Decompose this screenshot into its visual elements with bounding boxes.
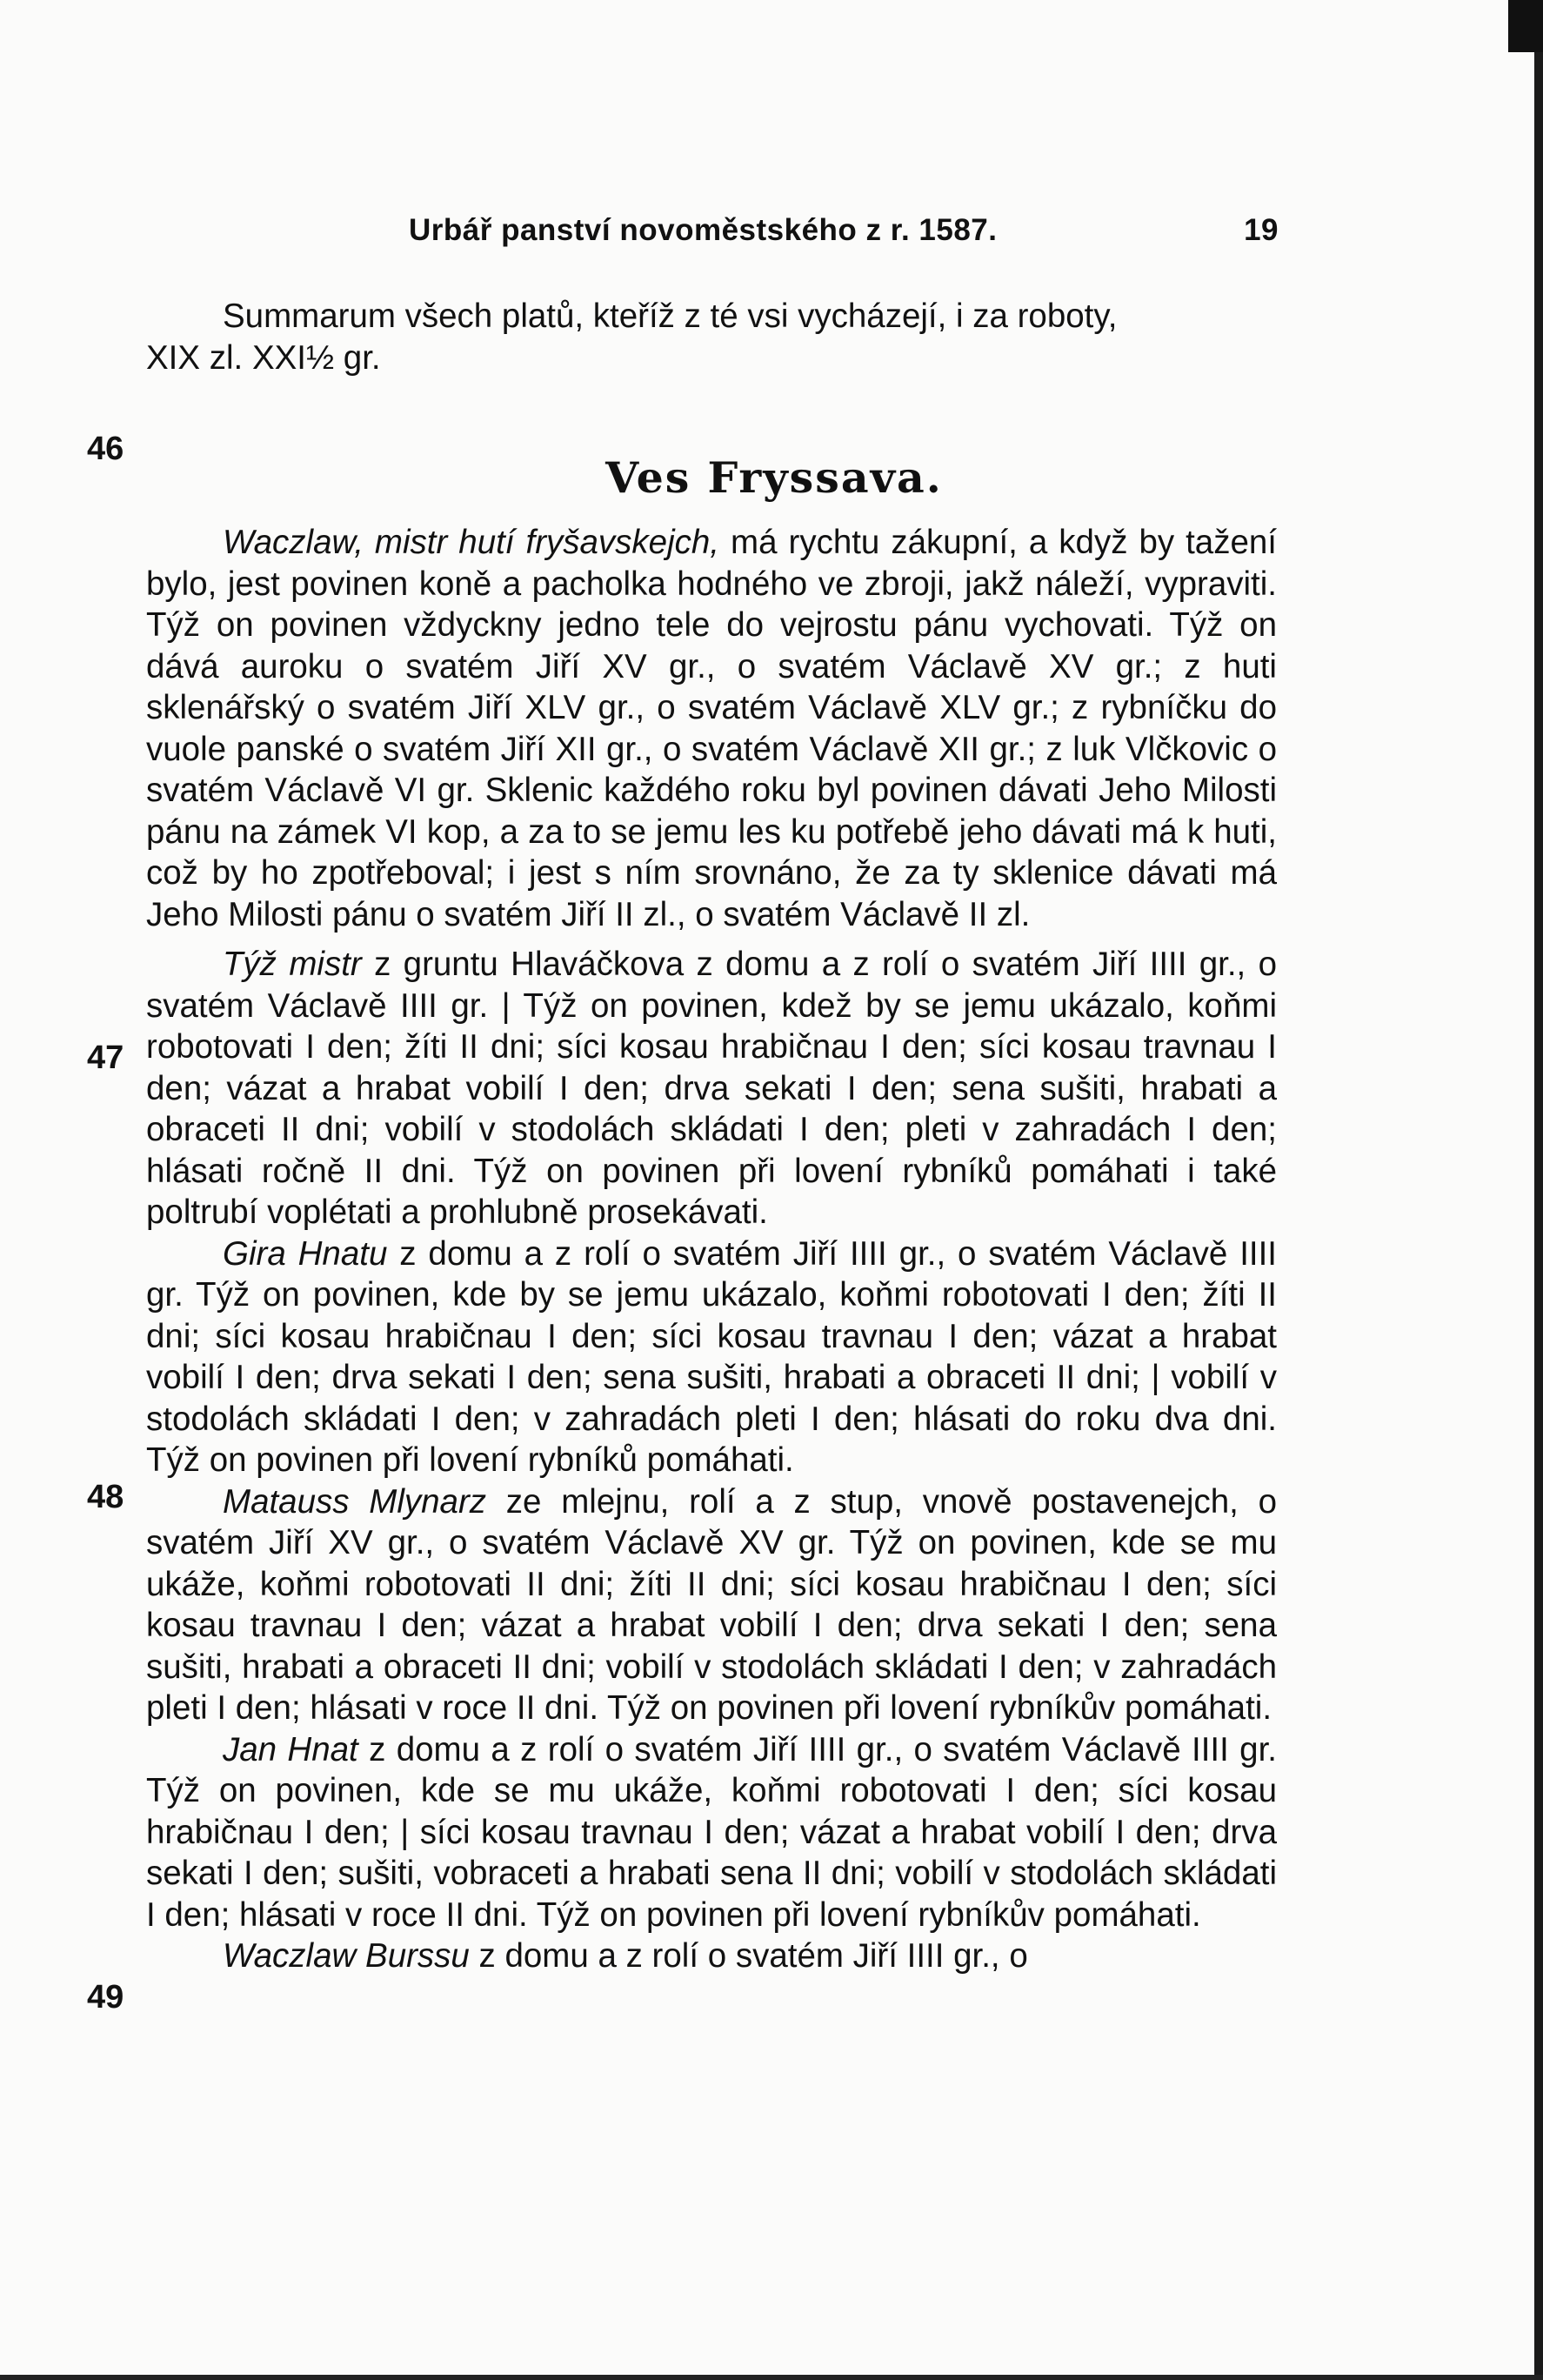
paragraph [146,944,1277,1233]
margin-number: 48 [87,1479,124,1515]
summary-line-2: XIX zl. XXI½ gr. [146,338,381,377]
paragraph [146,522,1277,935]
running-header [409,213,1279,257]
section-title: Ves Fryssava. [605,452,943,503]
margin-number: 47 [87,1040,124,1076]
summary-line-1: Summarum všech platů, kteříž z té vsi vycházejí, i za roboty, [223,298,1118,335]
paragraph [146,1233,1277,1481]
paragraph [146,1935,1277,1977]
person-name: Týž mistr [223,946,362,983]
paragraph-text: ze mlejnu, rolí a z stup, vnově postavenejch, o svatém Jiří XV gr., o svatém Václavě XV gr. Týž on povinen, kde se mu ukáže, koňmi robotovati II dni; žíti II dni; síci kosau hrabičnau I den; síci kosau travnau I den; vázat a hrabat vobilí I den; drva sekati I den; sena sušiti, hrabati a obraceti II dni; vobilí v stodolách skládati I den; v zahradách pleti I den; hlásati v roce II dni. Týž on povinen při lovení rybníkův pomáhati. [146,1482,1278,1727]
paragraph [146,1729,1277,1936]
header-title: Urbář panství novoměstského z r. 1587. [409,213,998,247]
summary-block [146,296,1277,378]
body-text [146,522,1277,1977]
paragraph-text: z domu a z rolí o svatém Jiří IIII gr., o svatém Václavě IIII gr. Týž on povinen, kde by se jemu ukázalo, koňmi robotovati I den; žíti II dni; síci kosau hrabičnau I den; síci kosau travnau I den; vázat a hrabat vobilí I den; drva sekati I den; sena sušiti, hrabati a obraceti II dni; | vobilí v stodolách skládati I den; v zahradách pleti I den; hlásati do roku dva dni. Týž on povinen při lovení rybníků pomáhati. [146,1234,1277,1479]
margin-number: 46 [87,431,124,467]
person-name: Jan Hnat [223,1730,358,1768]
margin-number: 49 [87,1979,124,2016]
paragraph-text: z domu a z rolí o svatém Jiří IIII gr., o svatém Václavě IIII gr. Týž on povinen, kde se mu ukáže, koňmi robotovati I den; síci kosau hrabičnau I den; | síci kosau travnau I den; vázat a hrabat vobilí I den; drva sekati I den; sušiti, vobraceti a hrabati sena II dni; vobilí v stodolách skládati I den; hlásati v roce II dni. Týž on povinen při lovení rybníkův pomáhati. [146,1730,1277,1934]
person-name: Matauss Mlynarz [223,1482,487,1521]
scan-border-bottom [0,2375,1543,2380]
paragraph-text: z domu a z rolí o svatém Jiří IIII gr., o [469,1937,1028,1975]
paragraph-text: má rychtu zákupní, a když by tažení bylo, jest povinen koně a pacholka hodného ve zbroji, jakž náleží, vypraviti. Týž on povinen vždyckny jedno tele do vejrostu pánu vychovati. Týž on dává auroku o svatém Jiří XV gr., o svatém Václavě XV gr.; z huti sklenářský o svatém Jiří XLV gr., o svatém Václavě XLV gr.; z rybníčku do vuole panské o svatém Jiří XII gr., o svatém Václavě XII gr.; z luk Vlčkovic o svatém Václavě VI gr. Sklenic každého roku byl povinen dávati Jeho Milosti pánu na zámek VI kop, a za to se jemu les ku potřebě jeho dávati má k huti, což by ho zpotřeboval; i jest s ním srovnáno, že za ty sklenice dávati má Jeho Milosti pánu o svatém Jiří II zl., o svatém Václavě II zl. [146,524,1277,933]
paragraph [146,1481,1277,1729]
person-name: Gira Hnatu [223,1234,388,1273]
scan-border-corner [1508,0,1543,52]
page-number: 19 [1244,213,1279,247]
paragraph-text: z gruntu Hlaváčkova z domu a z rolí o svatém Jiří IIII gr., o svatém Václavě IIII gr. | Týž on povinen, kdež by se jemu ukázalo, koňmi robotovati I den; žíti II dni; síci kosau hrabičnau I den; síci kosau travnau I den; vázat a hrabat vobilí I den; drva sekati I den; sena sušiti, hrabati a obraceti II dni; vobilí v stodolách skládati I den; pleti v zahradách I den; hlásati ročně II dni. Týž on povinen při lovení rybníků pomáhati i také poltrubí voplétati a prohlubně prosekávati. [146,946,1277,1231]
scan-border-right [1534,0,1543,2380]
person-name: Waczlaw Burssu [223,1937,470,1975]
person-name: Waczlaw, mistr hutí fryšavskejch, [223,524,720,561]
